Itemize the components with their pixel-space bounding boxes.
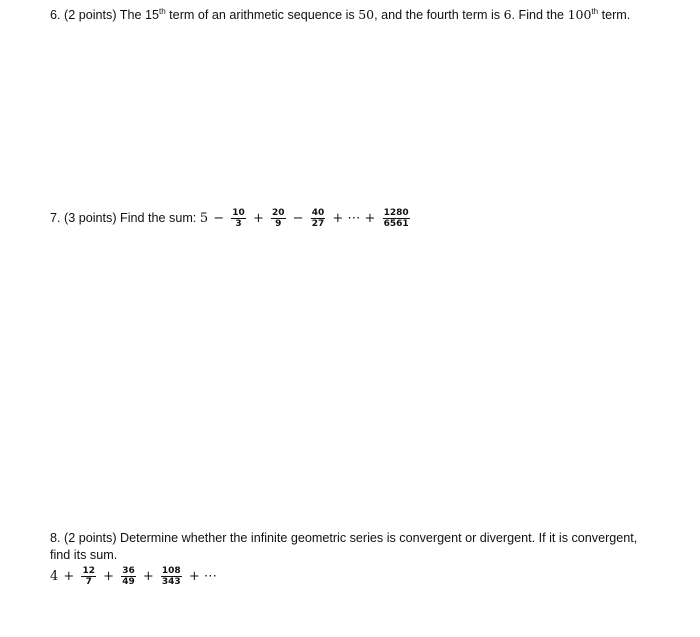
fraction-numerator: 108 [161, 566, 181, 576]
problem-6-points: (2 points) [64, 8, 117, 22]
fraction [121, 566, 136, 587]
problem-6 [50, 6, 630, 24]
fraction-denominator: 27 [311, 219, 325, 229]
fraction [231, 208, 246, 229]
problem-6-sup-b: th [591, 6, 599, 16]
problem-6-text-d: . Find the [511, 8, 568, 22]
fraction [161, 566, 182, 587]
problem-8-text-line-1: Determine whether the infinite geometric series is convergent or divergent. If it is convergent, [120, 531, 638, 545]
fraction-numerator: 1280 [383, 208, 409, 218]
problem-8 [50, 530, 637, 587]
problem-8-number: 8. [50, 531, 61, 545]
problem-6-value-b: 6 [503, 7, 512, 22]
expr-first-term: 4 [50, 569, 59, 584]
problem-7-expression [200, 208, 412, 229]
fraction-denominator: 6561 [383, 219, 409, 229]
problem-6-text-a: The 15 [119, 8, 160, 22]
expr-first-term: 5 [199, 211, 209, 226]
problem-6-text-b: term of an arithmetic sequence is [165, 8, 359, 22]
expr-operator: + [63, 569, 75, 584]
problem-8-expression [50, 566, 218, 587]
problem-6-text-c: , and the fourth term is [374, 8, 504, 22]
fraction [311, 208, 326, 229]
expr-operator: + ⋯ + [332, 211, 376, 226]
fraction-numerator: 40 [311, 208, 325, 218]
problem-7 [50, 208, 412, 229]
fraction [271, 208, 286, 229]
fraction [383, 208, 410, 229]
problem-8-line-1 [50, 530, 637, 547]
expr-operator: + [252, 211, 264, 226]
problem-8-points: (2 points) [64, 531, 117, 545]
fraction-numerator: 36 [122, 566, 135, 576]
fraction-denominator: 7 [85, 577, 92, 587]
expr-operator: + ⋯ [188, 569, 217, 584]
problem-6-text-e: term. [598, 8, 631, 22]
problem-7-points: (3 points) [64, 210, 117, 225]
fraction-denominator: 343 [161, 577, 181, 587]
expr-operator: + [142, 569, 154, 584]
fraction [81, 566, 96, 587]
expr-operator: − [213, 211, 225, 226]
problem-6-value-a: 50 [358, 7, 375, 22]
fraction-numerator: 10 [232, 208, 245, 218]
problem-8-text-line-2: find its sum. [50, 548, 118, 562]
problem-6-number: 6. [50, 8, 61, 22]
fraction-denominator: 49 [122, 577, 135, 587]
expr-operator: − [292, 211, 304, 226]
fraction-denominator: 9 [275, 219, 282, 229]
fraction-numerator: 20 [272, 208, 285, 218]
problem-6-value-c: 100 [567, 7, 592, 22]
problem-8-expression-line [50, 566, 637, 587]
problem-7-prompt: Find the sum: [120, 210, 197, 225]
problem-6-sup-a: th [159, 6, 166, 16]
fraction-numerator: 12 [82, 566, 95, 576]
fraction-denominator: 3 [235, 219, 242, 229]
problem-7-number: 7. [50, 210, 61, 225]
expr-operator: + [103, 569, 115, 584]
